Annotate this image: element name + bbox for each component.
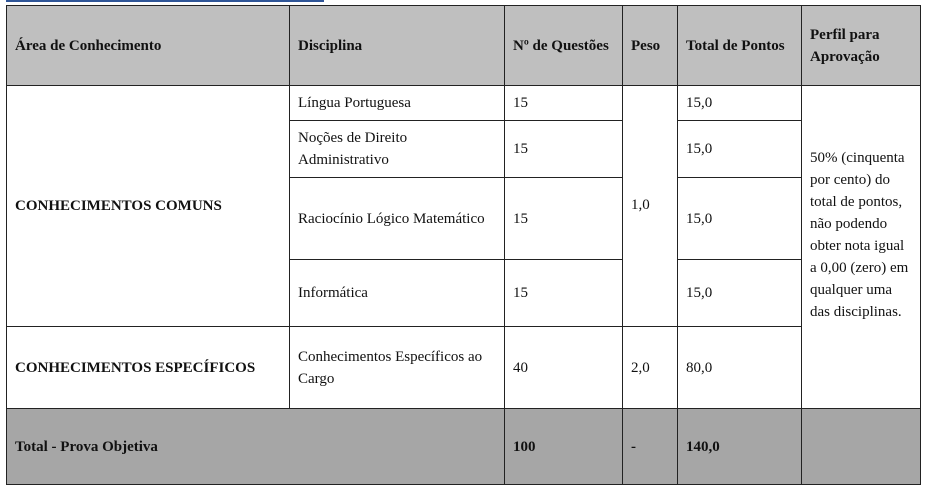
total-pontos: 140,0	[678, 409, 802, 485]
table-row	[7, 327, 921, 409]
pontos-cell: 15,0	[678, 178, 802, 260]
pontos-cell: 80,0	[678, 327, 802, 409]
questoes-cell: 15	[505, 178, 623, 260]
disciplina-cell: Língua Portuguesa	[290, 86, 505, 121]
pontos-cell: 15,0	[678, 86, 802, 121]
header-disciplina: Disciplina	[290, 6, 505, 86]
header-perfil: Perfil para Aprovação	[802, 6, 921, 86]
total-row	[7, 409, 921, 485]
questoes-cell: 15	[505, 121, 623, 178]
perfil-aprovacao: 50% (cinquenta por cento) do total de pontos, não podendo obter nota igual a 0,00 (zero) em qualquer uma das disciplinas.	[802, 86, 921, 409]
questoes-cell: 15	[505, 86, 623, 121]
disciplina-cell: Conhecimentos Específicos ao Cargo	[290, 327, 505, 409]
header-peso: Peso	[623, 6, 678, 86]
area-especificos: CONHECIMENTOS ESPECÍFICOS	[7, 327, 290, 409]
pontos-cell: 15,0	[678, 260, 802, 327]
total-perfil-empty	[802, 409, 921, 485]
questoes-cell: 15	[505, 260, 623, 327]
exam-table	[6, 5, 921, 485]
questoes-cell: 40	[505, 327, 623, 409]
pontos-cell: 15,0	[678, 121, 802, 178]
disciplina-cell: Raciocínio Lógico Matemático	[290, 178, 505, 260]
table-row	[7, 86, 921, 121]
disciplina-cell: Informática	[290, 260, 505, 327]
peso-especificos: 2,0	[623, 327, 678, 409]
peso-comuns: 1,0	[623, 86, 678, 327]
header-area: Área de Conhecimento	[7, 6, 290, 86]
total-questoes: 100	[505, 409, 623, 485]
area-comuns: CONHECIMENTOS COMUNS	[7, 86, 290, 327]
header-total-pontos: Total de Pontos	[678, 6, 802, 86]
disciplina-cell: Noções de Direito Administrativo	[290, 121, 505, 178]
header-questoes: Nº de Questões	[505, 6, 623, 86]
header-row	[7, 6, 921, 86]
total-peso: -	[623, 409, 678, 485]
top-rule	[6, 0, 324, 2]
total-label: Total - Prova Objetiva	[7, 409, 505, 485]
